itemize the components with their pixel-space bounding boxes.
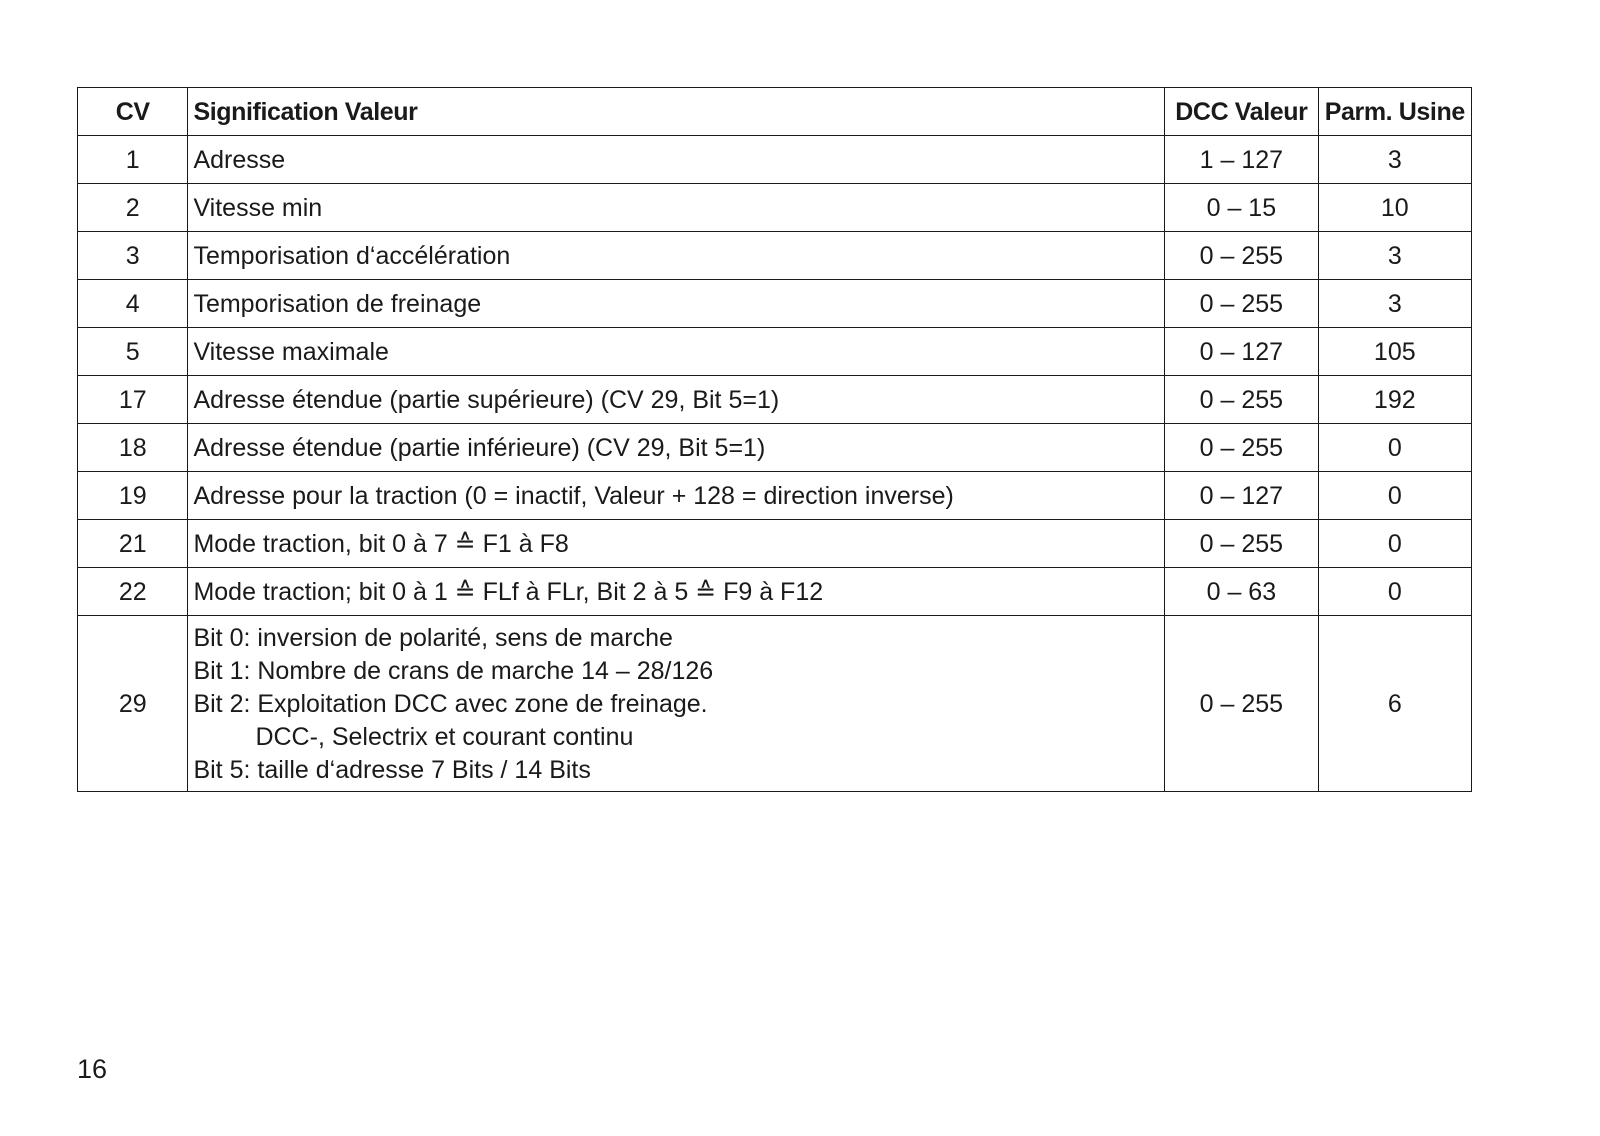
cell-dcc-valeur: 0 – 255 [1165, 520, 1318, 568]
cell-dcc-valeur: 0 – 127 [1165, 472, 1318, 520]
cell-parm-usine: 3 [1318, 232, 1471, 280]
cell-parm-usine: 0 [1318, 568, 1471, 616]
bit-line: Bit 0: inversion de polarité, sens de marche [193, 624, 673, 652]
table-row [78, 472, 1472, 520]
cell-cv: 1 [78, 136, 188, 184]
cell-cv: 2 [78, 184, 188, 232]
cell-dcc-valeur: 0 – 255 [1165, 424, 1318, 472]
cell-dcc-valeur: 0 – 15 [1165, 184, 1318, 232]
header-row [78, 88, 1472, 136]
cell-parm-usine: 0 [1318, 520, 1471, 568]
bit-line: Bit 2: Exploitation DCC avec zone de freinage. [193, 690, 708, 718]
table-header [78, 88, 1472, 136]
cell-parm-usine: 3 [1318, 136, 1471, 184]
cell-description: Adresse étendue (partie supérieure) (CV 29, Bit 5=1) [188, 376, 1165, 424]
cell-dcc-valeur: 1 – 127 [1165, 136, 1318, 184]
cell-description: Adresse étendue (partie inférieure) (CV 29, Bit 5=1) [188, 424, 1165, 472]
table-row [78, 376, 1472, 424]
cell-cv: 17 [78, 376, 188, 424]
page-number: 16 [77, 1054, 108, 1084]
table-body [78, 136, 1472, 792]
cell-parm-usine: 3 [1318, 280, 1471, 328]
table-row [78, 568, 1472, 616]
cell-description: Vitesse min [188, 184, 1165, 232]
table-row [78, 280, 1472, 328]
cell-parm-usine: 105 [1318, 328, 1471, 376]
cell-description: Temporisation de freinage [188, 280, 1165, 328]
cell-cv: 22 [78, 568, 188, 616]
cell-cv: 19 [78, 472, 188, 520]
header-dcc-valeur: DCC Valeur [1165, 88, 1318, 136]
cell-cv: 21 [78, 520, 188, 568]
cell-cv: 29 [78, 616, 188, 792]
cell-parm-usine: 0 [1318, 424, 1471, 472]
table-row [78, 328, 1472, 376]
table-row-cv29 [78, 616, 1472, 792]
cell-parm-usine: 6 [1318, 616, 1471, 792]
table-row [78, 424, 1472, 472]
cell-description-multiline [188, 616, 1165, 792]
header-description: Signification Valeur [188, 88, 1165, 136]
bit-line: Bit 5: taille d‘adresse 7 Bits / 14 Bits [193, 756, 591, 784]
header-cv: CV [78, 88, 188, 136]
cell-cv: 3 [78, 232, 188, 280]
cell-dcc-valeur: 0 – 63 [1165, 568, 1318, 616]
table-row [78, 232, 1472, 280]
cell-dcc-valeur: 0 – 255 [1165, 616, 1318, 792]
cell-parm-usine: 0 [1318, 472, 1471, 520]
bit-line: Bit 1: Nombre de crans de marche 14 – 28/126 [193, 657, 714, 685]
cell-description: Vitesse maximale [188, 328, 1165, 376]
cell-description: Adresse [188, 136, 1165, 184]
cell-cv: 18 [78, 424, 188, 472]
bit-line-continuation: DCC-, Selectrix et courant continu [255, 723, 634, 751]
cell-parm-usine: 10 [1318, 184, 1471, 232]
table-row [78, 136, 1472, 184]
cell-cv: 4 [78, 280, 188, 328]
cell-description: Mode traction; bit 0 à 1 ≙ FLf à FLr, Bit 2 à 5 ≙ F9 à F12 [188, 568, 1165, 616]
header-parm-usine: Parm. Usine [1318, 88, 1471, 136]
cell-parm-usine: 192 [1318, 376, 1471, 424]
cell-dcc-valeur: 0 – 255 [1165, 280, 1318, 328]
cell-dcc-valeur: 0 – 127 [1165, 328, 1318, 376]
cell-dcc-valeur: 0 – 255 [1165, 232, 1318, 280]
cell-description: Temporisation d‘accélération [188, 232, 1165, 280]
table-row [78, 184, 1472, 232]
cell-dcc-valeur: 0 – 255 [1165, 376, 1318, 424]
cell-description: Mode traction, bit 0 à 7 ≙ F1 à F8 [188, 520, 1165, 568]
cell-cv: 5 [78, 328, 188, 376]
cv-table [77, 87, 1472, 792]
cell-description: Adresse pour la traction (0 = inactif, Valeur + 128 = direction inverse) [188, 472, 1165, 520]
table-row [78, 520, 1472, 568]
